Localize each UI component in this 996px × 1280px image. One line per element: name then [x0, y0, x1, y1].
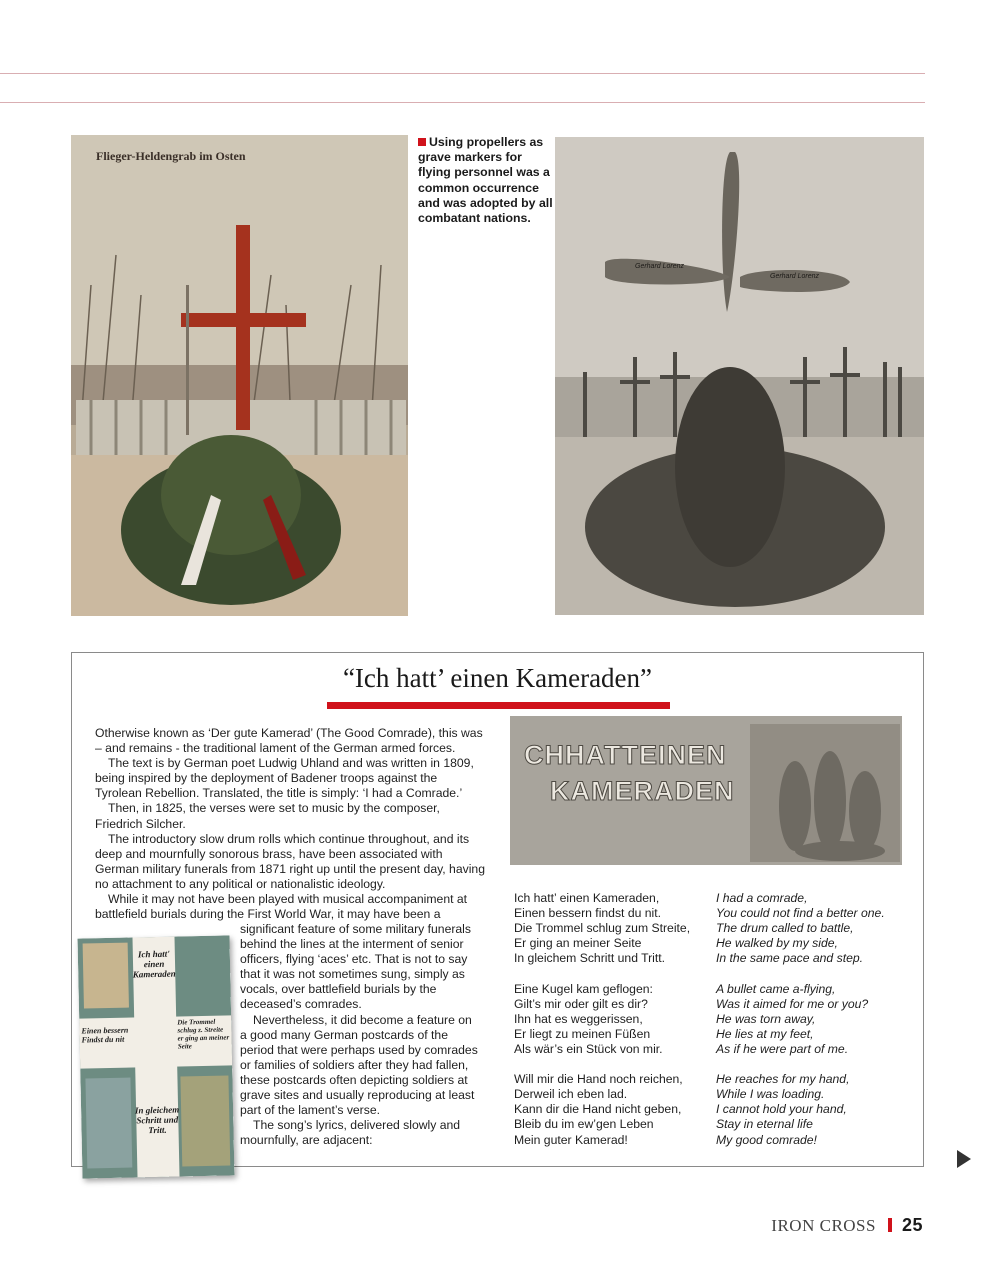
postcard-text-1: Ich hatt' einen Kameraden — [132, 948, 176, 980]
footer-separator — [888, 1218, 892, 1232]
intro-paragraph: The introductory slow drum rolls which continue throughout, and its deep and mournfully sonorous brass, have been associated with German military funerals from 1871 right up until the present day, having no attachment to any political or nationalistic ideology. — [95, 831, 485, 891]
caption-marker — [418, 138, 426, 146]
page-number: 25 — [901, 1215, 923, 1235]
photo-postcard-lament — [78, 935, 235, 1178]
intro-paragraph: Then, in 1825, the verses were set to music by the composer, Friedrich Silcher. — [95, 801, 440, 831]
photo-propeller-grave — [555, 137, 924, 615]
intro-paragraph: While it may not have been played with musical accompaniment at battlefield burials during the First World War, it may have been a — [95, 892, 468, 922]
title-underline — [327, 702, 670, 709]
verse-en-3: He reaches for my hand, While I was loading. I cannot hold your hand, Stay in eternal life My good comrade! — [716, 1072, 850, 1147]
wrap-paragraph: significant feature of some military funerals behind the lines at the interment of senior officers, flying ‘aces’ etc. That is not to say that it was not sometimes sung, simply as vocals, over battlefield burials by the deceased’s comrades. — [240, 922, 471, 1012]
propeller-name-right: Gerhard Lorenz — [770, 273, 820, 280]
intro-paragraph: The text is by German poet Ludwig Uhland and was written in 1809, being inspired by the deployment of Badener troops against the Tyrolean Rebellion. Translated, the title is simply: ‘I had a Comrade.’ — [95, 756, 474, 801]
relief-text-line-2: KAMERADEN — [550, 776, 735, 806]
box-title: “Ich hatt’ einen Kameraden” — [342, 663, 653, 693]
wrap-paragraph: The song’s lyrics, delivered slowly and mournfully, are adjacent: — [240, 1118, 461, 1148]
postcard-text-3: Die Trommel schlug z. Streite er ging an meiner Seite — [177, 1017, 230, 1051]
verse-de-1: Ich hatt’ einen Kameraden, Einen bessern findst du nit. Die Trommel schlug zum Streite, Er ging an meiner Seite In gleichem Schritt und Tritt. — [514, 891, 691, 966]
verses-german — [514, 891, 709, 1163]
intro-paragraph: Otherwise known as ‘Der gute Kamerad’ (The Good Comrade), this was – and remains - the traditional lament of the German armed forces. — [95, 726, 483, 756]
propeller-name-left: Gerhard Lorenz — [635, 263, 685, 270]
verse-de-2: Eine Kugel kam geflogen: Gilt’s mir oder gilt es dir? Ihn hat es weggerissen, Er liegt zu meinen Füßen Als wär’s ein Stück von mir. — [514, 981, 663, 1056]
verses-english — [716, 891, 916, 1163]
next-page-arrow-icon[interactable] — [957, 1150, 971, 1168]
photo-stone-relief — [510, 716, 902, 865]
magazine-name: IRON CROSS — [771, 1216, 876, 1235]
page-footer — [771, 1215, 923, 1236]
postcard-text-2: Einen bessern Findst du nit — [81, 1025, 129, 1045]
verse-en-2: A bullet came a-flying, Was it aimed for me or you? He was torn away, He lies at my feet, As if he were part of me. — [716, 981, 869, 1056]
article-intro — [95, 726, 485, 922]
wrap-paragraph: Nevertheless, it did become a feature on a good many German postcards of the period that were perhaps used by comrades or families of soldiers after they had fallen, these postcards often depicting soldiers at grave sites and usually reproducing at least part of the lament’s verse. — [240, 1012, 478, 1118]
caption-text: Using propellers as grave markers for flying personnel was a common occurrence and was adopted by all combatant nations. — [418, 135, 553, 226]
article-wrap — [240, 922, 480, 1148]
postcard-text-4: In gleichem Schritt und Tritt. — [134, 1104, 180, 1136]
photo-caption — [418, 135, 558, 226]
photo-postcard-grave — [71, 135, 408, 616]
verse-de-3: Will mir die Hand noch reichen, Derweil ich eben lad. Kann dir die Hand nicht geben, Bleib du im ew’gen Leben Mein guter Kamerad! — [514, 1072, 683, 1147]
verse-en-1: I had a comrade, You could not find a better one. The drum called to battle, He walked by my side, In the same pace and step. — [716, 891, 885, 966]
header-rule-bottom — [0, 102, 925, 103]
photo-inscription: Flieger-Heldengrab im Osten — [96, 149, 246, 163]
relief-text-line-1: CHHATTEINEN — [524, 740, 727, 770]
header-rule-top — [0, 73, 925, 74]
